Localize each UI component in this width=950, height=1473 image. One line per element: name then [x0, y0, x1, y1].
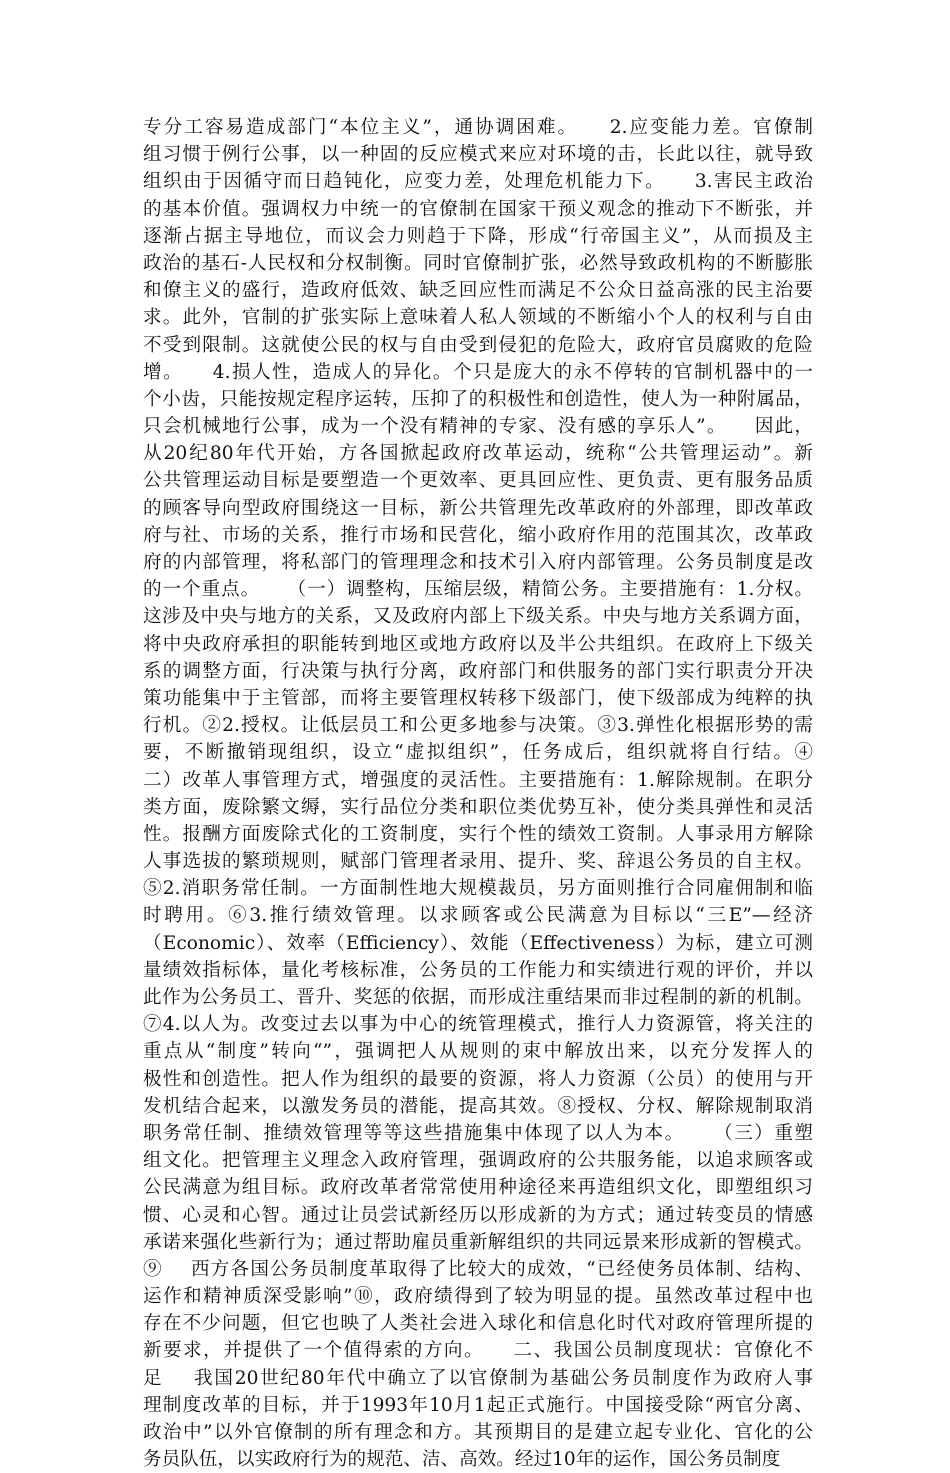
- text-line: 增。 4.损人性，造成人的异化。个只是庞大的永不停转的官制机器中的一: [143, 361, 813, 383]
- text-line: 务员队伍，以实政府行为的规范、洁、高效。经过10年的运作，国公务员制度: [143, 1449, 781, 1471]
- text-line: 和僚主义的盛行，造政府低效、缺乏回应性而满足不公众日益高涨的民主治要: [143, 280, 813, 302]
- text-line: 的一个重点。 （一）调整构，压缩层级，精简公务。主要措施有：1.分权。: [143, 579, 813, 601]
- text-line: 发机结合起来，以激发务员的潜能，提高其效。⑧授权、分权、解除规制取消: [143, 1095, 813, 1117]
- text-line: 要，不断撤销现组织，设立“虚拟组织”，任务成后，组织就将自行结。④: [143, 742, 813, 764]
- text-line: 将中央政府承担的职能转到地区或地方政府以及半公共组织。在政府上下级关: [143, 633, 813, 655]
- text-line: 组习惯于例行公事，以一种固的反应模式来应对环境的击，长此以往，就导致: [143, 144, 813, 166]
- text-line: 府与社、市场的关系，推行市场和民营化，缩小政府作用的范围其次，改革政: [143, 524, 813, 546]
- text-line: 类方面，废除繁文缛，实行品位分类和职位类优势互补，使分类具弹性和灵活: [143, 796, 813, 818]
- text-line: 这涉及中央与地方的关系，又及政府内部上下级关系。中央与地方关系调方面，: [143, 606, 813, 628]
- text-line: 府的内部管理，将私部门的管理理念和技术引入府内部管理。公务员制度是改: [143, 552, 813, 573]
- text-line: ⑨ 西方各国公务员制度革取得了比较大的成效，“已经使务员体制、结构、: [143, 1258, 813, 1280]
- text-line: 重点从“制度”转向“”，强调把人从规则的束中解放出来，以充分发挥人的: [143, 1041, 813, 1063]
- text-line: 行机。②2.授权。让低层员工和公更多地参与决策。③3.弹性化根据形势的需: [143, 715, 813, 737]
- text-line: 职务常任制、推绩效管理等等这些措施集中体现了以人为本。 （三）重塑: [143, 1122, 813, 1144]
- text-line: 二）改革人事管理方式，增强度的灵活性。主要措施有：1.解除规制。在职分: [143, 769, 813, 791]
- text-line: 求。此外，官制的扩张实际上意味着人私人领域的不断缩小个人的权利与自由: [143, 307, 813, 329]
- text-line: 新要求，并提供了一个值得索的方向。 二、我国公员制度现状：官僚化不: [143, 1340, 813, 1362]
- text-line: 此作为公务员工、晋升、奖惩的依据，而形成注重结果而非过程制的新的机制。: [143, 987, 813, 1008]
- text-line: 量绩效指标体，量化考核标准，公务员的工作能力和实绩进行观的评价，并以: [143, 959, 813, 981]
- text-line: 的基本价值。强调权力中统一的官僚制在国家干预义观念的推动下不断张，并: [143, 198, 813, 220]
- text-line: 公民满意为组目标。政府改革者常常使用种途径来再造组织文化，即塑组织习: [143, 1177, 813, 1199]
- text-line: 惯、心灵和心智。通过让员尝试新经历以形成新的为方式；通过转变员的情感: [143, 1204, 813, 1226]
- text-line: 存在不少问题，但它也映了人类社会进入球化和信息化时代对政府管理所提的: [143, 1313, 813, 1335]
- text-line: ⑦4.以人为。改变过去以事为中心的统管理模式，推行人力资源管，将关注的: [143, 1014, 813, 1036]
- text-line: 系的调整方面，行决策与执行分离，政府部门和供服务的部门实行职责分开决: [143, 660, 813, 682]
- text-line: （Economic）、效率（Efficiency）、效能（Effectiveness）为标，建立可测: [143, 932, 813, 954]
- text-line: 组织由于因循守而日趋钝化，应变力差，处理危机能力下。 3.害民主政治: [143, 171, 813, 193]
- text-line: 政治中”以外官僚制的所有理念和方。其预期目的是建立起专业化、官化的公: [143, 1422, 813, 1443]
- text-line: 理制度改革的目标，并于1993年10月1起正式施行。中国接受除“两官分离、: [143, 1394, 813, 1416]
- text-line: 不受到限制。这就使公民的权与自由受到侵犯的危险大，政府官员腐败的危险: [143, 334, 813, 356]
- text-line: 的顾客导向型政府围绕这一目标，新公共管理先改革政府的外部理，即改革政: [143, 497, 813, 519]
- text-line: 人事选拔的繁琐规则，赋部门管理者录用、提升、奖、辞退公务员的自主权。: [143, 851, 813, 873]
- text-line: 政治的基石-人民权和分权制衡。同时官僚制扩张，必然导致政机构的不断膨胀: [143, 252, 813, 274]
- text-line: 性。报酬方面废除式化的工资制度，实行个性的绩效工资制。人事录用方解除: [143, 823, 813, 845]
- text-line: 组文化。把管理主义理念入政府管理，强调政府的公共服务能，以追求顾客或: [143, 1150, 813, 1172]
- text-line: 足 我国20世纪80年代中确立了以官僚制为基础公务员制度作为政府人事: [143, 1367, 813, 1389]
- body-text: [143, 114, 813, 1473]
- text-line: 时聘用。⑥3.推行绩效管理。以求顾客或公民满意为目标以“三E”—经济: [143, 905, 813, 927]
- text-line: 承诺来强化些新行为；通过帮助雇员重新解组织的共同远景来形成新的智模式。: [143, 1231, 813, 1253]
- text-line: 个小齿，只能按规定程序运转，压抑了的积极性和创造性，使人为一种附属品，: [143, 388, 813, 410]
- text-line: 专分工容易造成部门“本位主义”，通协调困难。 2.应变能力差。官僚制: [143, 117, 813, 138]
- text-line: ⑤2.消职务常任制。一方面制性地大规模裁员，另方面则推行合同雇佣制和临: [143, 878, 813, 900]
- text-line: 公共管理运动目标是要塑造一个更效率、更具回应性、更负责、更有服务品质: [143, 470, 813, 492]
- text-line: 逐渐占据主导地位，而议会力则趋于下降，形成“行帝国主义”，从而损及主: [143, 225, 813, 247]
- text-line: 只会机械地行公事，成为一个没有精神的专家、没有感的享乐人”。 因此，: [143, 416, 813, 438]
- text-line: 从20纪80年代开始，方各国掀起政府改革运动，统称“公共管理运动”。新: [143, 443, 813, 465]
- text-line: 极性和创造性。把人作为组织的最要的资源，将人力资源（公员）的使用与开: [143, 1068, 813, 1090]
- text-line: 运作和精神质深受影响”⑩，政府绩得到了较为明显的提。虽然改革过程中也: [143, 1286, 813, 1308]
- text-line: 策功能集中于主管部，而将主要管理权转移下级部门，使下级部成为纯粹的执: [143, 687, 813, 709]
